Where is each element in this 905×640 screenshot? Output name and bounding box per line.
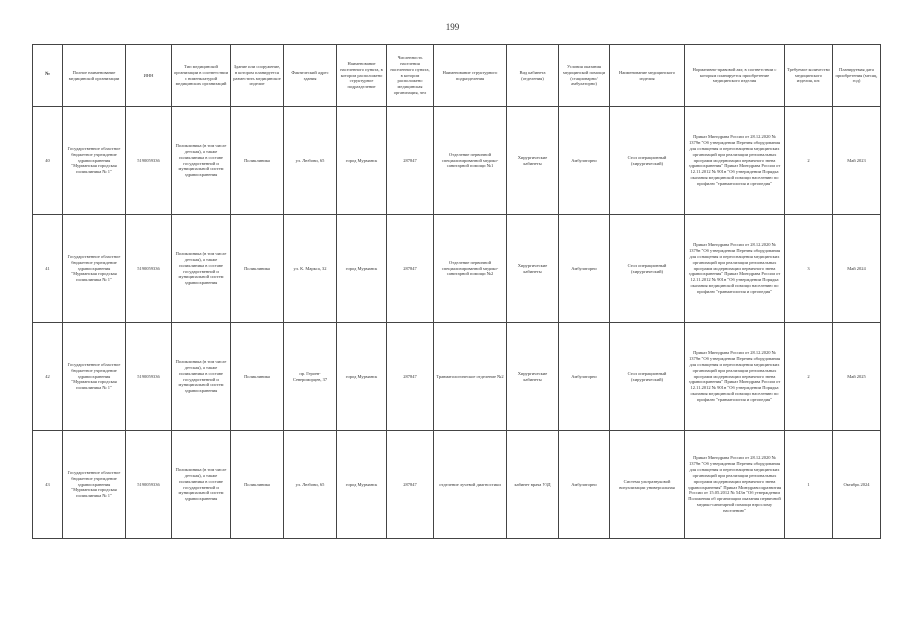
locality-name: город Мурманск bbox=[337, 107, 387, 215]
device-quantity: 3 bbox=[785, 215, 833, 323]
building-type: Поликлиника bbox=[231, 431, 284, 539]
column-header: № bbox=[33, 45, 63, 107]
building-type: Поликлиника bbox=[231, 323, 284, 431]
building-type: Поликлиника bbox=[231, 215, 284, 323]
actual-address: пр. Героев-Североморцев, 37 bbox=[284, 323, 337, 431]
cabinet-type: кабинет врача УЗД bbox=[507, 431, 559, 539]
row-number: 43 bbox=[33, 431, 63, 539]
legal-act: Приказ Минздрава России от 28.12.2020 № 1379н "Об утверждении Перечня оборудования для оснащения и переоснащения медицинских организаций при реализации региональных программ модернизации первичного звена здравоохранения" Приказ Минздравсоцразвития России от 15.05.2012 № 543н "Об утверждении Положения об организации оказания первичной медико-санитарной помощи взрослому населению" bbox=[685, 431, 785, 539]
purchase-date: Май 2023 bbox=[833, 107, 881, 215]
column-header: Планируемая дата приобретения (месяц, год) bbox=[833, 45, 881, 107]
legal-act: Приказ Минздрава России от 28.12.2020 № 1379н "Об утверждении Перечня оборудования для оснащения и переоснащения медицинских организаций при реализации региональных программ модернизации первичного звена здравоохранения" Приказ Минздрава России от 12.11.2012 № 901н "Об утверждении Порядка оказания медицинской помощи населению по профилю "травматология и ортопедия" bbox=[685, 107, 785, 215]
organization-type: Поликлиника (в том числе детская), а также поликлиника в составе государственной и муниципальной систем здравоохранения bbox=[172, 215, 231, 323]
column-header: Здание или сооружение, в котором планируется разместить медицинское изделие bbox=[231, 45, 284, 107]
actual-address: ул. К. Маркса, 32 bbox=[284, 215, 337, 323]
organization-type: Поликлиника (в том числе детская), а также поликлиника в составе государственной и муниципальной систем здравоохранения bbox=[172, 323, 231, 431]
column-header: Требуемое количество медицинского изделия, шт. bbox=[785, 45, 833, 107]
cabinet-type: Хирургические кабинеты bbox=[507, 215, 559, 323]
care-conditions: Амбулаторно bbox=[559, 107, 610, 215]
structural-unit: Отделение первичной специализированной медико-санитарной помощи №1 bbox=[434, 107, 507, 215]
column-header: Нормативно-правовой акт, в соответствии с которым планируется приобретение медицинского изделия bbox=[685, 45, 785, 107]
column-header: Полное наименование медицинской организации bbox=[63, 45, 126, 107]
locality-name: город Мурманск bbox=[337, 323, 387, 431]
population-value: 287847 bbox=[387, 215, 434, 323]
column-header: Наименование структурного подразделения bbox=[434, 45, 507, 107]
device-quantity: 2 bbox=[785, 107, 833, 215]
cabinet-type: Хирургические кабинеты bbox=[507, 323, 559, 431]
device-quantity: 2 bbox=[785, 323, 833, 431]
organization-type: Поликлиника (в том числе детская), а также поликлиника в составе государственной и муниципальной систем здравоохранения bbox=[172, 107, 231, 215]
inn-value: 5190059336 bbox=[126, 431, 172, 539]
device-name: Стол операционный (хирургический) bbox=[610, 107, 685, 215]
column-header: ИНН bbox=[126, 45, 172, 107]
organization-name: Государственное областное бюджетное учреждение здравоохранения "Мурманская городская поликлиника № 1" bbox=[63, 323, 126, 431]
column-header: Численность населения населенного пункта, в котором расположено медицинская организация, чел bbox=[387, 45, 434, 107]
table-row bbox=[33, 323, 881, 431]
device-name: Стол операционный (хирургический) bbox=[610, 323, 685, 431]
device-name: Система ультразвуковой визуализации универсальная bbox=[610, 431, 685, 539]
row-number: 41 bbox=[33, 215, 63, 323]
actual-address: ул. Любови, 65 bbox=[284, 431, 337, 539]
structural-unit: Травматологическое отделение №2 bbox=[434, 323, 507, 431]
column-header: Тип медицинской организации в соответствии с номенклатурой медицинских организаций bbox=[172, 45, 231, 107]
device-name: Стол операционный (хирургический) bbox=[610, 215, 685, 323]
column-header: Наименование медицинского изделия bbox=[610, 45, 685, 107]
structural-unit: Отделение первичной специализированной медико-санитарной помощи №2 bbox=[434, 215, 507, 323]
purchase-date: Май 2024 bbox=[833, 215, 881, 323]
organization-name: Государственное областное бюджетное учреждение здравоохранения "Мурманская городская поликлиника № 1" bbox=[63, 215, 126, 323]
population-value: 287847 bbox=[387, 107, 434, 215]
inn-value: 5190059336 bbox=[126, 107, 172, 215]
table-row bbox=[33, 215, 881, 323]
care-conditions: Амбулаторно bbox=[559, 215, 610, 323]
building-type: Поликлиника bbox=[231, 107, 284, 215]
column-header: Наименование населенного пункта, в котором расположено структурное подразделение bbox=[337, 45, 387, 107]
column-header: Условия оказания медицинской помощи (стационарно/амбулаторно) bbox=[559, 45, 610, 107]
column-header: Вид кабинета (отделения) bbox=[507, 45, 559, 107]
locality-name: город Мурманск bbox=[337, 215, 387, 323]
equipment-table bbox=[32, 44, 881, 539]
structural-unit: отделение лучевой диагностики bbox=[434, 431, 507, 539]
row-number: 42 bbox=[33, 323, 63, 431]
page-number: 199 bbox=[445, 22, 460, 32]
purchase-date: Октябрь 2024 bbox=[833, 431, 881, 539]
device-quantity: 1 bbox=[785, 431, 833, 539]
population-value: 287847 bbox=[387, 323, 434, 431]
organization-name: Государственное областное бюджетное учреждение здравоохранения "Мурманская городская поликлиника № 1" bbox=[63, 431, 126, 539]
care-conditions: Амбулаторно bbox=[559, 323, 610, 431]
purchase-date: Май 2025 bbox=[833, 323, 881, 431]
legal-act: Приказ Минздрава России от 28.12.2020 № 1379н "Об утверждении Перечня оборудования для оснащения и переоснащения медицинских организаций при реализации региональных программ модернизации первичного звена здравоохранения" Приказ Минздрава России от 12.11.2012 № 901н "Об утверждении Порядка оказания медицинской помощи населению по профилю "травматология и ортопедия" bbox=[685, 215, 785, 323]
row-number: 40 bbox=[33, 107, 63, 215]
column-header: Фактический адрес здания bbox=[284, 45, 337, 107]
organization-type: Поликлиника (в том числе детская), а также поликлиника в составе государственной и муниципальной систем здравоохранения bbox=[172, 431, 231, 539]
care-conditions: Амбулаторно bbox=[559, 431, 610, 539]
table-row bbox=[33, 107, 881, 215]
inn-value: 5190059336 bbox=[126, 215, 172, 323]
population-value: 287847 bbox=[387, 431, 434, 539]
inn-value: 5190059336 bbox=[126, 323, 172, 431]
table-header-row bbox=[33, 45, 881, 107]
table-row bbox=[33, 431, 881, 539]
legal-act: Приказ Минздрава России от 28.12.2020 № 1379н "Об утверждении Перечня оборудования для оснащения и переоснащения медицинских организаций при реализации региональных программ модернизации первичного звена здравоохранения" Приказ Минздрава России от 12.11.2012 № 901н "Об утверждении Порядка оказания медицинской помощи населению по профилю "травматология и ортопедия" bbox=[685, 323, 785, 431]
organization-name: Государственное областное бюджетное учреждение здравоохранения "Мурманская городская поликлиника № 1" bbox=[63, 107, 126, 215]
cabinet-type: Хирургические кабинеты bbox=[507, 107, 559, 215]
actual-address: ул. Любови, 65 bbox=[284, 107, 337, 215]
locality-name: город Мурманск bbox=[337, 431, 387, 539]
